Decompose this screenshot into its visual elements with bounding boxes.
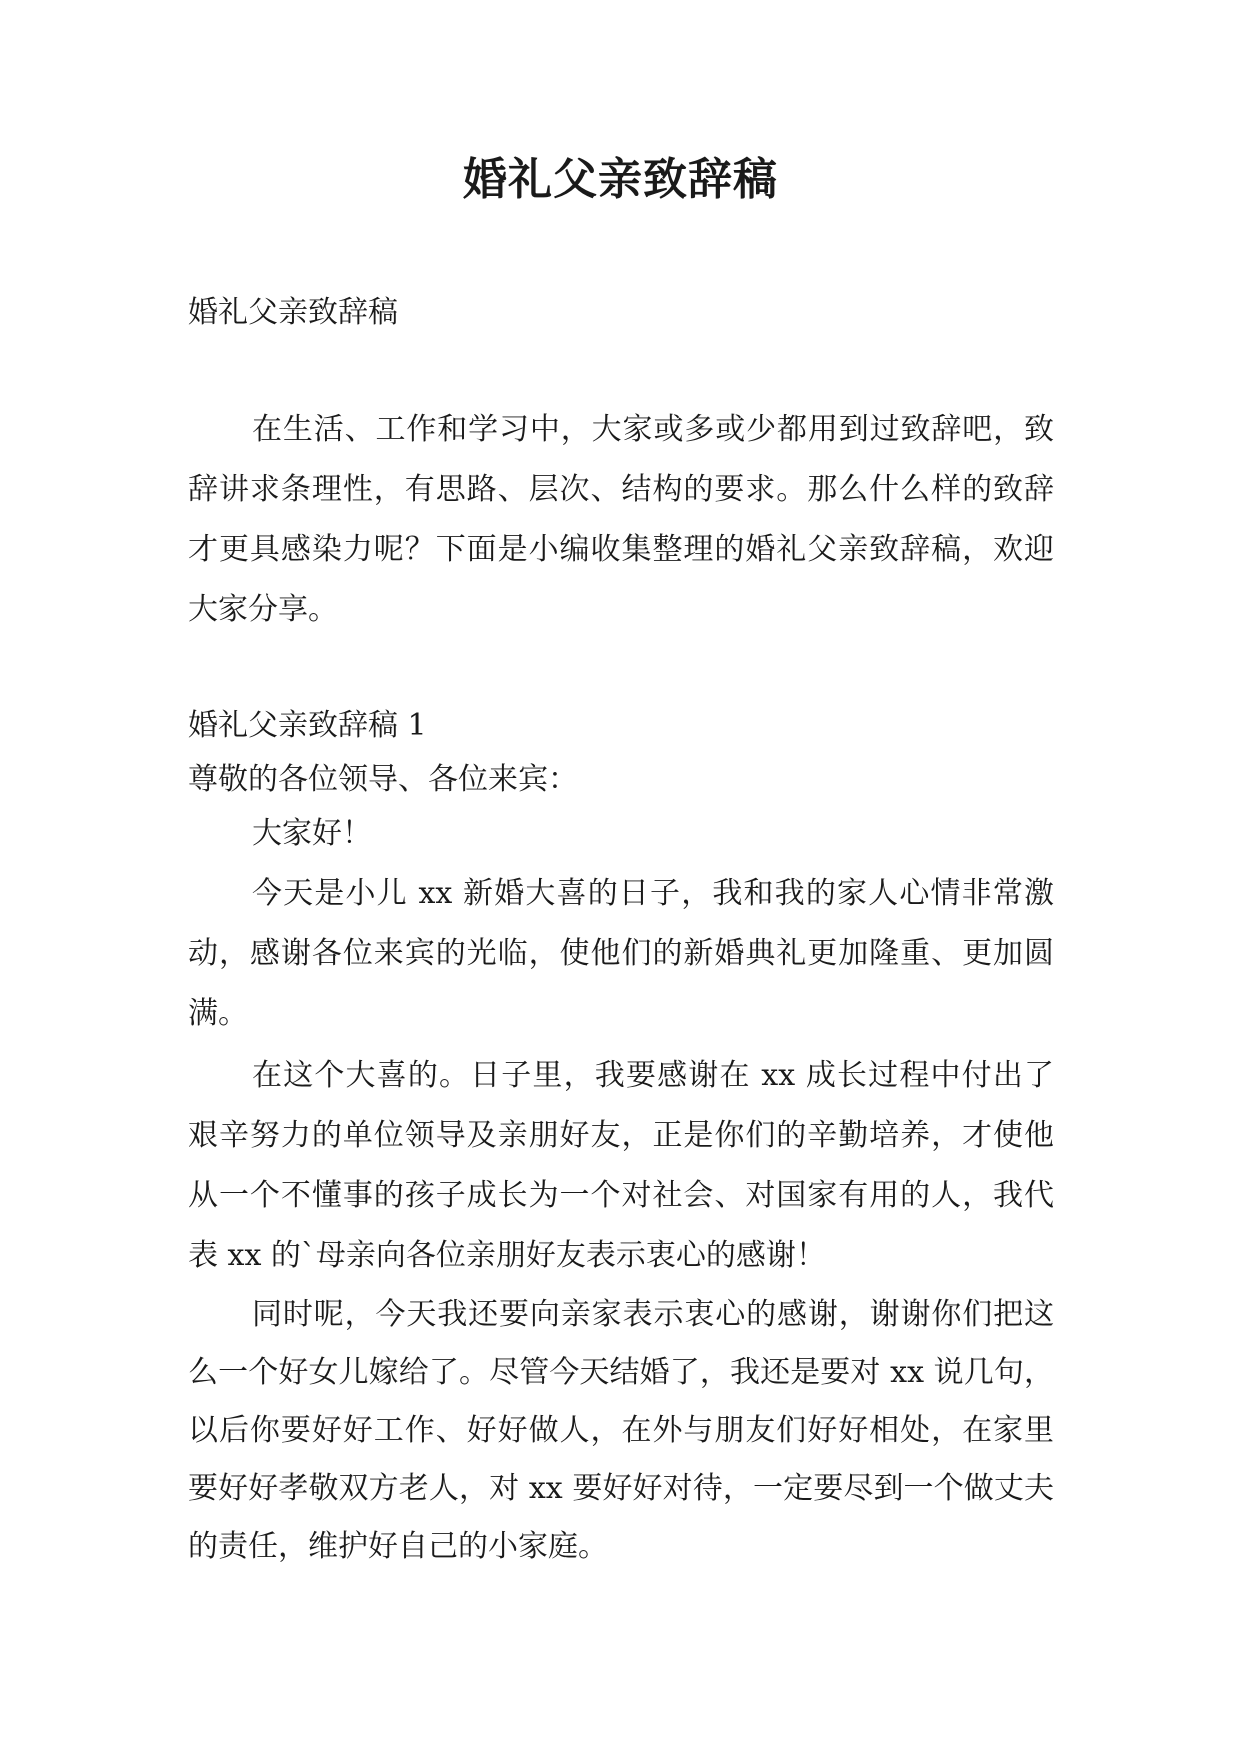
body-paragraph-2: 在这个大喜的。日子里，我要感谢在 xx 成长过程中付出了艰辛努力的单位领导及亲朋好友，正是你们的辛勤培养，才使他从一个不懂事的孩子成长为一个对社会、对国家有用的人，我代表 xx 的`母亲向各位亲朋好友表示衷心的感谢！ — [188, 1058, 1054, 1273]
document-title: 婚礼父亲致辞稿 — [463, 154, 778, 205]
body-paragraph-3: 同时呢，今天我还要向亲家表示衷心的感谢，谢谢你们把这么一个好女儿嫁给了。尽管今天结婚了，我还是要对 xx 说几句，以后你要好好工作、好好做人，在外与朋友们好好相处，在家里要好好孝敬双方老人，对 xx 要好好对待，一定要尽到一个做丈夫的责任，维护好自己的小家庭。 — [188, 1297, 1054, 1564]
greeting-line: 大家好！ — [252, 816, 372, 851]
body-paragraph-1: 今天是小儿 xx 新婚大喜的日子，我和我的家人心情非常激动，感谢各位来宾的光临，使他们的新婚典礼更加隆重、更加圆满。 — [188, 876, 1054, 1031]
salutation-line: 尊敬的各位领导、各位来宾： — [188, 762, 578, 797]
document-subtitle: 婚礼父亲致辞稿 — [188, 295, 398, 330]
section-heading: 婚礼父亲致辞稿 1 — [188, 708, 427, 743]
intro-paragraph: 在生活、工作和学习中，大家或多或少都用到过致辞吧，致辞讲求条理性，有思路、层次、结构的要求。那么什么样的致辞才更具感染力呢？下面是小编收集整理的婚礼父亲致辞稿，欢迎大家分享。 — [188, 412, 1054, 627]
